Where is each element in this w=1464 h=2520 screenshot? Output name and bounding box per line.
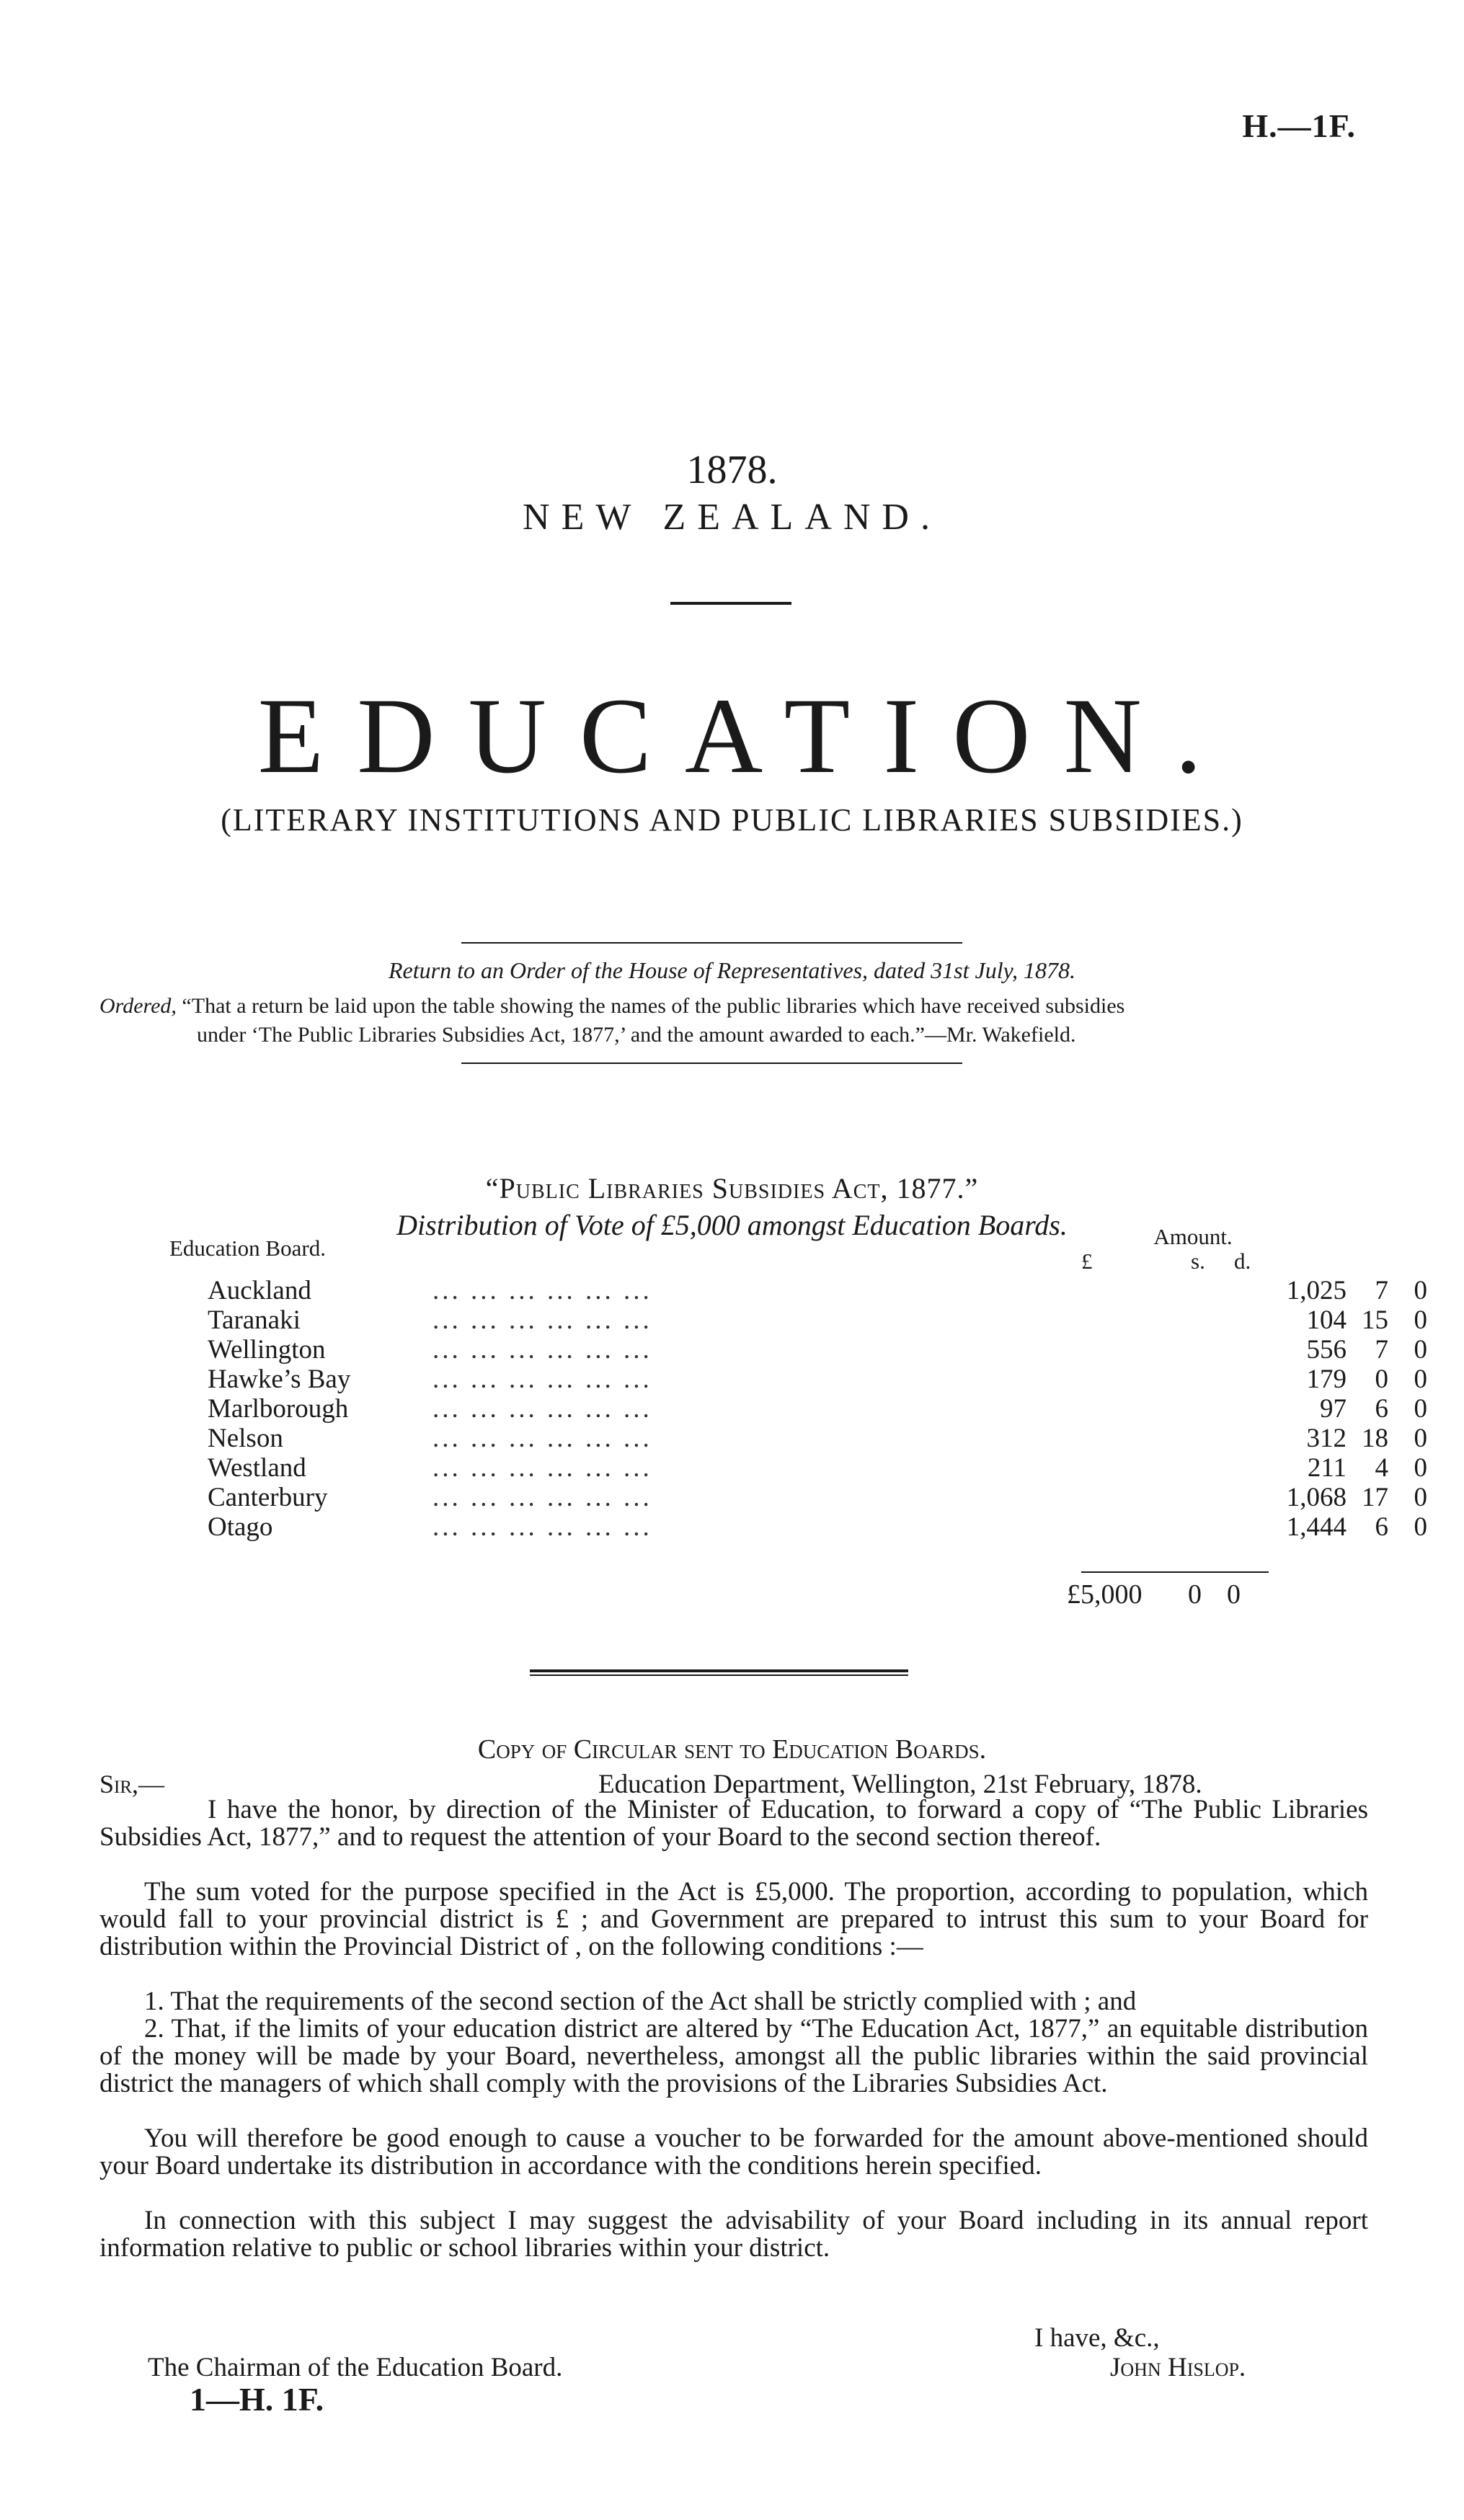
circular-paragraph bbox=[99, 1988, 1368, 2015]
total-pounds: £5,000 bbox=[1067, 1579, 1143, 1610]
table-row bbox=[208, 1453, 1427, 1483]
amount-shillings: 18 bbox=[1362, 1424, 1388, 1453]
amount-pounds: 179 bbox=[1306, 1365, 1347, 1394]
table-row bbox=[208, 1394, 1427, 1424]
amount-shillings: 6 bbox=[1375, 1512, 1388, 1542]
amount-shillings: 15 bbox=[1362, 1305, 1388, 1335]
board-name: Otago bbox=[208, 1512, 273, 1542]
distribution-title: Distribution of Vote of £5,000 amongst Education Boards. bbox=[396, 1209, 1068, 1241]
act-title: “Public Libraries Subsidies Act, 1877.” bbox=[485, 1172, 979, 1204]
amount-shillings: 7 bbox=[1375, 1276, 1388, 1305]
paragraph-text: In connection with this subject I may suggest the advisability of your Board including in its annual report information relative to public or school libraries within your district. bbox=[99, 2206, 1368, 2263]
table-row bbox=[208, 1335, 1427, 1365]
amount-pounds: 211 bbox=[1307, 1453, 1347, 1483]
amount-pounds: 1,068 bbox=[1286, 1483, 1347, 1512]
total-shillings: 0 bbox=[1188, 1579, 1202, 1610]
amount-shillings: 17 bbox=[1362, 1483, 1388, 1512]
leader-dots: ... ... ... ... ... ... bbox=[432, 1305, 652, 1335]
amount-pounds: 1,025 bbox=[1286, 1276, 1347, 1305]
board-name: Taranaki bbox=[208, 1305, 301, 1335]
amount-pence: 0 bbox=[1414, 1512, 1427, 1542]
amount-pounds: 104 bbox=[1306, 1305, 1347, 1335]
salutation: Sir,— bbox=[99, 1770, 165, 1798]
table-row bbox=[208, 1483, 1427, 1512]
ordered-label: Ordered, bbox=[99, 994, 177, 1018]
signature: John Hislop. bbox=[1110, 2353, 1246, 2382]
page-code: 1—H. 1F. bbox=[190, 2381, 324, 2418]
column-header-pence: d. bbox=[1234, 1248, 1251, 1274]
table-row bbox=[208, 1365, 1427, 1394]
amount-pence: 0 bbox=[1414, 1335, 1427, 1365]
amount-shillings: 7 bbox=[1375, 1335, 1388, 1365]
amount-pounds: 556 bbox=[1306, 1335, 1347, 1365]
circular-paragraph bbox=[99, 2207, 1368, 2262]
distribution-table bbox=[208, 1276, 1427, 1542]
document-title: EDUCATION. bbox=[257, 676, 1235, 796]
amount-pence: 0 bbox=[1414, 1394, 1427, 1424]
circular-title: Copy of Circular sent to Education Boards. bbox=[477, 1734, 987, 1765]
board-name: Westland bbox=[208, 1453, 306, 1483]
circular-paragraph bbox=[99, 1878, 1368, 1961]
circular-paragraph bbox=[99, 2015, 1368, 2098]
divider bbox=[461, 1062, 962, 1064]
leader-dots: ... ... ... ... ... ... bbox=[432, 1276, 652, 1305]
leader-dots: ... ... ... ... ... ... bbox=[432, 1365, 652, 1394]
document-code: H.—1F. bbox=[1242, 107, 1356, 144]
amount-pence: 0 bbox=[1414, 1365, 1427, 1394]
amount-pence: 0 bbox=[1414, 1305, 1427, 1335]
column-header-pounds: £ bbox=[1081, 1248, 1093, 1274]
amount-shillings: 0 bbox=[1375, 1365, 1388, 1394]
amount-pence: 0 bbox=[1414, 1483, 1427, 1512]
divider bbox=[670, 602, 791, 605]
circular-paragraph bbox=[99, 1796, 1368, 1851]
paragraph-text: I have the honor, by direction of the Minister of Education, to forward a copy of “The Public Libraries Subsidies Act, 1877,” and to request the attention of your Board to the second section thereof. bbox=[99, 1795, 1368, 1852]
closing: I have, &c., bbox=[1034, 2323, 1160, 2353]
board-name: Nelson bbox=[208, 1424, 283, 1453]
amount-shillings: 4 bbox=[1375, 1453, 1388, 1483]
paragraph-text: You will therefore be good enough to cause a voucher to be forwarded for the amount above-mentioned should your Board undertake its distribution in accordance with the conditions herein specified. bbox=[99, 2124, 1368, 2180]
divider bbox=[461, 942, 962, 944]
leader-dots: ... ... ... ... ... ... bbox=[432, 1453, 652, 1483]
amount-pence: 0 bbox=[1414, 1276, 1427, 1305]
amount-pence: 0 bbox=[1414, 1424, 1427, 1453]
board-name: Hawke’s Bay bbox=[208, 1365, 351, 1394]
leader-dots: ... ... ... ... ... ... bbox=[432, 1424, 652, 1453]
circular-paragraph bbox=[99, 2125, 1368, 2180]
leader-dots: ... ... ... ... ... ... bbox=[432, 1512, 652, 1542]
amount-pounds: 97 bbox=[1320, 1394, 1347, 1424]
divider bbox=[530, 1674, 908, 1676]
dateline: Education Department, Wellington, 21st February, 1878. bbox=[598, 1770, 1202, 1799]
board-name: Wellington bbox=[208, 1335, 326, 1365]
paragraph-text: The sum voted for the purpose specified in the Act is £5,000. The proportion, according to population, which would fall to your provincial district is £ ; and Government are prepared to intrust this sum to your Board for distribution within the Provincial District of , on the following conditions :— bbox=[99, 1877, 1368, 1961]
board-name: Canterbury bbox=[208, 1483, 328, 1512]
total-rule bbox=[1081, 1571, 1269, 1573]
column-header-board: Education Board. bbox=[169, 1235, 326, 1261]
document-subtitle: (LITERARY INSTITUTIONS AND PUBLIC LIBRARIES SUBSIDIES.) bbox=[221, 802, 1243, 838]
divider bbox=[530, 1669, 908, 1672]
column-header-amount: Amount. bbox=[1153, 1224, 1233, 1249]
addressee: The Chairman of the Education Board. bbox=[148, 2353, 563, 2382]
year: 1878. bbox=[686, 448, 778, 492]
leader-dots: ... ... ... ... ... ... bbox=[432, 1483, 652, 1512]
paragraph-text: 1. That the requirements of the second section of the Act shall be strictly complied with ; and bbox=[144, 1987, 1137, 2016]
table-row bbox=[208, 1276, 1427, 1305]
leader-dots: ... ... ... ... ... ... bbox=[432, 1335, 652, 1365]
amount-shillings: 6 bbox=[1375, 1394, 1388, 1424]
ordered-line: under ‘The Public Libraries Subsidies Act, 1877,’ and the amount awarded to each.”—Mr. Wakefield. bbox=[197, 1023, 1076, 1047]
leader-dots: ... ... ... ... ... ... bbox=[432, 1394, 652, 1424]
amount-pence: 0 bbox=[1414, 1453, 1427, 1483]
paragraph-text: 2. That, if the limits of your education district are altered by “The Education Act, 1877,” an equitable distribution of the money will be made by your Board, nevertheless, amongst all the public libraries within the said provincial district the managers of which shall comply with the provisions of the Libraries Subsidies Act. bbox=[99, 2014, 1368, 2098]
total-pence: 0 bbox=[1227, 1579, 1241, 1610]
ordered-line: “That a return be laid upon the table showing the names of the public libraries which have received subsidies bbox=[182, 994, 1125, 1018]
country-heading: NEW ZEALAND. bbox=[523, 497, 941, 538]
table-row bbox=[208, 1305, 1427, 1335]
table-row bbox=[208, 1424, 1427, 1453]
table-row bbox=[208, 1512, 1427, 1542]
column-header-shillings: s. bbox=[1191, 1248, 1205, 1274]
order-text bbox=[99, 992, 1368, 1050]
return-line: Return to an Order of the House of Representatives, dated 31st July, 1878. bbox=[388, 957, 1076, 983]
board-name: Auckland bbox=[208, 1276, 311, 1305]
amount-pounds: 312 bbox=[1306, 1424, 1347, 1453]
amount-pounds: 1,444 bbox=[1286, 1512, 1347, 1542]
board-name: Marlborough bbox=[208, 1394, 349, 1424]
